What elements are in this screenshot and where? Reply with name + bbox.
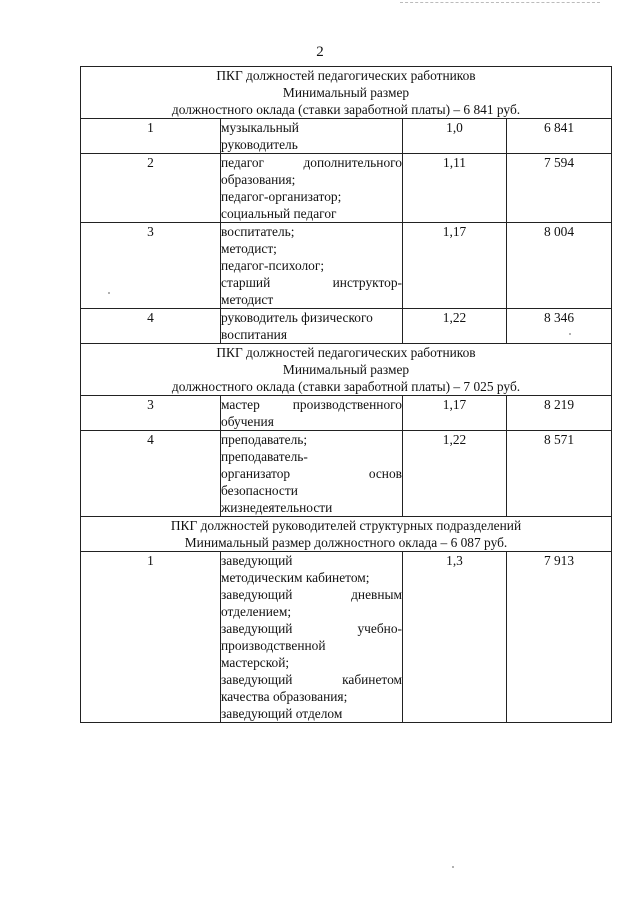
table-row	[81, 552, 612, 723]
position-title	[221, 552, 403, 723]
row-number: 3	[81, 396, 221, 431]
group-header	[81, 344, 612, 396]
position-line: качества образования;	[221, 689, 348, 704]
coefficient: 1,22	[403, 431, 507, 517]
table-row	[81, 223, 612, 309]
table-row	[81, 309, 612, 344]
position-line: заведующий учебно-	[221, 621, 402, 636]
position-line: преподаватель-	[221, 449, 308, 464]
coefficient: 1,11	[403, 154, 507, 223]
group-header-line: должностного оклада (ставки заработной платы) – 7 025 руб.	[171, 379, 521, 394]
page-number: 2	[316, 44, 324, 60]
position-title	[221, 396, 403, 431]
table-row	[81, 154, 612, 223]
salary-amount: 6 841	[507, 119, 612, 154]
position-line: преподаватель;	[221, 432, 308, 447]
position-title	[221, 309, 403, 344]
position-line: заведующий кабинетом	[221, 672, 402, 687]
row-number: 2	[81, 154, 221, 223]
position-line: методист	[221, 292, 274, 307]
position-line: воспитатель;	[221, 224, 295, 239]
group-header-row	[81, 67, 612, 119]
group-header-row	[81, 344, 612, 396]
group-header	[81, 67, 612, 119]
position-title	[221, 154, 403, 223]
salary-amount: 7 913	[507, 552, 612, 723]
salary-amount: 8 219	[507, 396, 612, 431]
coefficient: 1,0	[403, 119, 507, 154]
table-row	[81, 396, 612, 431]
position-line: заведующий дневным	[221, 587, 402, 602]
scan-artifact-line	[400, 2, 600, 4]
group-header-row	[81, 517, 612, 552]
position-line: методист;	[221, 241, 277, 256]
table-body	[81, 67, 612, 723]
table-row	[81, 119, 612, 154]
coefficient: 1,22	[403, 309, 507, 344]
position-line: жизнедеятельности	[221, 500, 333, 515]
position-line: мастерской;	[221, 655, 290, 670]
table-row	[81, 431, 612, 517]
position-line: методическим кабинетом;	[221, 570, 370, 585]
coefficient: 1,17	[403, 223, 507, 309]
salary-amount: 8 571	[507, 431, 612, 517]
position-line: педагог-психолог;	[221, 258, 325, 273]
group-header-line: Минимальный размер	[282, 362, 410, 377]
position-line: образования;	[221, 172, 296, 187]
row-number: 4	[81, 309, 221, 344]
position-line: безопасности	[221, 483, 298, 498]
row-number: 1	[81, 119, 221, 154]
position-line: старший инструктор-	[221, 275, 402, 290]
position-line: отделением;	[221, 604, 292, 619]
scan-speck	[452, 866, 454, 868]
group-header-line: ПКГ должностей педагогических работников	[216, 68, 476, 83]
group-header-line: должностного оклада (ставки заработной платы) – 6 841 руб.	[171, 102, 521, 117]
salary-amount: 7 594	[507, 154, 612, 223]
position-line: педагог дополнительного	[221, 155, 402, 170]
group-header-line: ПКГ должностей руководителей структурных подразделений	[170, 518, 522, 533]
position-title	[221, 223, 403, 309]
position-line: воспитания	[221, 327, 287, 342]
position-title	[221, 119, 403, 154]
position-line: обучения	[221, 414, 274, 429]
group-header-line: ПКГ должностей педагогических работников	[216, 345, 476, 360]
position-line: социальный педагог	[221, 206, 337, 221]
position-line: заведующий	[221, 553, 293, 568]
position-line: руководитель	[221, 137, 298, 152]
group-header-line: Минимальный размер	[282, 85, 410, 100]
position-line: мастер производственного	[221, 397, 402, 412]
group-header	[81, 517, 612, 552]
coefficient: 1,17	[403, 396, 507, 431]
group-header-line: Минимальный размер должностного оклада – 6 087 руб.	[184, 535, 508, 550]
coefficient: 1,3	[403, 552, 507, 723]
salary-table	[80, 66, 612, 723]
salary-amount: 8 346	[507, 309, 612, 344]
position-line: руководитель физического	[221, 310, 373, 325]
position-line: организатор основ	[221, 466, 402, 481]
position-line: заведующий отделом	[221, 706, 343, 721]
position-line: педагог-организатор;	[221, 189, 342, 204]
position-line: производственной	[221, 638, 326, 653]
position-line: музыкальный	[221, 120, 299, 135]
row-number: 3	[81, 223, 221, 309]
row-number: 4	[81, 431, 221, 517]
position-title	[221, 431, 403, 517]
row-number: 1	[81, 552, 221, 723]
salary-amount: 8 004	[507, 223, 612, 309]
